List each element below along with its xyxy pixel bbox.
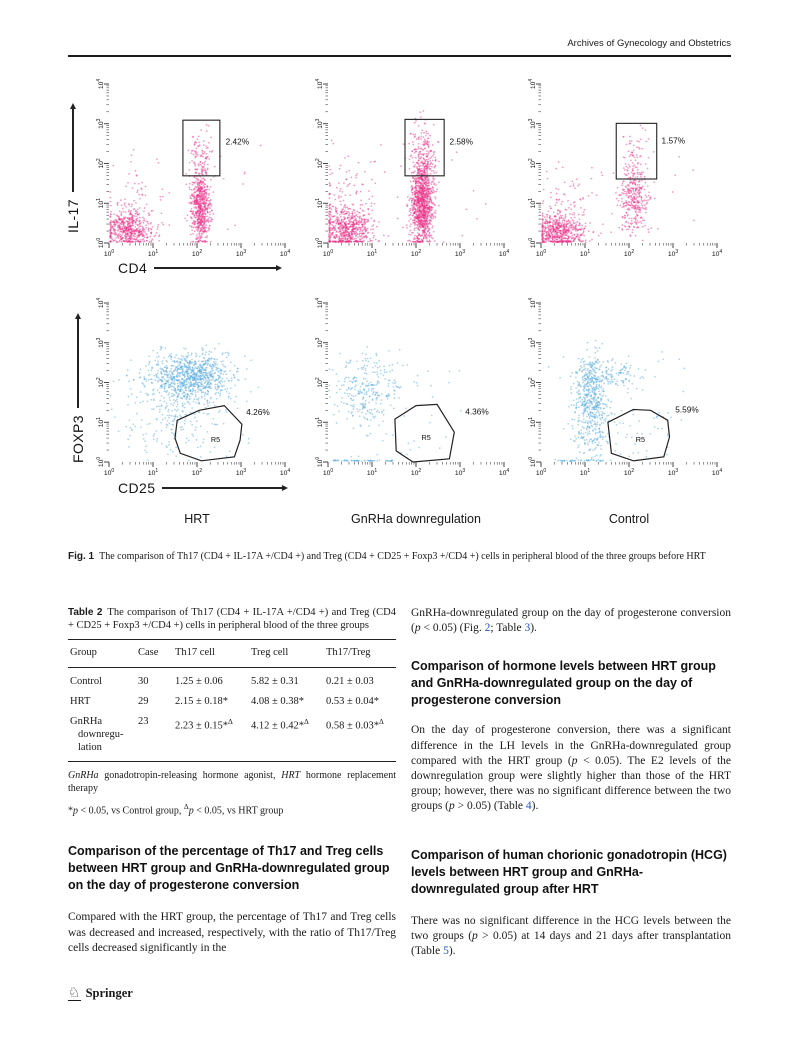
x-tick-label: $10^4$	[711, 468, 723, 477]
table-2	[68, 639, 396, 762]
arrow-shaft	[162, 487, 282, 488]
table-footnote-abbreviations: GnRHa gonadotropin-releasing hormone agonist, HRT hormone replacement therapy	[68, 770, 397, 794]
x-tick-label: $10^3$	[235, 468, 247, 477]
y-tick-label	[528, 337, 537, 348]
x-tick-label: $10^1$	[579, 468, 591, 477]
y-tick-label	[528, 238, 537, 249]
svg-text:104: $10^4$	[96, 297, 105, 309]
y-tick-label	[315, 198, 324, 209]
y-tick-label	[528, 417, 537, 428]
y-tick-label	[528, 198, 537, 209]
x-tick-label: $10^3$	[667, 468, 679, 477]
scatter-dots	[110, 343, 260, 462]
gate-percentage-label: 4.26%	[246, 407, 270, 418]
svg-text:101: $10^1$	[96, 417, 105, 428]
table-header-cell: Case	[138, 647, 159, 658]
y-tick-label	[528, 377, 537, 388]
y-tick-label	[315, 158, 324, 169]
table-header-cell: Th17/Treg	[326, 647, 371, 658]
axis-label-text: CD4	[118, 260, 148, 276]
y-axis-label-foxp3	[68, 313, 88, 463]
italic-text: HRT	[281, 770, 301, 781]
cell-case: 23	[138, 716, 149, 727]
table-header-cell: Th17 cell	[175, 647, 215, 658]
flow-plot-hrt-th17	[75, 74, 295, 271]
publisher-logo	[68, 986, 133, 1001]
group-label-control: Control	[608, 512, 650, 526]
header-rule	[68, 55, 731, 57]
body-paragraph: There was no significant difference in the HCG levels between the two groups (p > 0.05) at 14 days and 21 days after transplantation (Table 5).	[411, 914, 731, 958]
x-tick-label: $10^0$	[322, 249, 334, 258]
svg-text:101: $10^1$	[315, 198, 324, 209]
x-tick-label: $10^4$	[711, 249, 723, 258]
x-tick-label: $10^0$	[103, 468, 115, 477]
x-tick-label: $10^0$	[322, 468, 334, 477]
cell-case: 29	[138, 696, 149, 707]
body-paragraph: Compared with the HRT group, the percentage of Th17 and Treg cells was decreased and increased, respectively, with the ratio of Th17/Treg cells decreased significantly in the	[68, 911, 396, 954]
gate-name-label: R5	[421, 433, 431, 443]
arrow-shaft	[154, 267, 276, 268]
svg-text:100: $10^0$	[96, 456, 105, 468]
table-caption-tag: Table 2	[68, 607, 103, 618]
y-tick-label	[96, 417, 105, 428]
x-axis-label-cd4	[118, 260, 282, 276]
svg-text:102: $10^2$	[96, 158, 105, 169]
table-footnote-significance: *p < 0.05, vs Control group, $^\Delta$p < 0.05, vs HRT group	[68, 802, 284, 817]
y-tick-label	[96, 118, 105, 129]
x-tick-label: $10^0$	[103, 249, 115, 258]
x-tick-label: $10^2$	[191, 468, 203, 477]
italic-text: p	[571, 754, 578, 767]
y-tick-label	[315, 337, 324, 348]
figure-caption	[68, 551, 731, 564]
citation-link[interactable]: 5	[443, 945, 449, 958]
svg-text:100: $10^0$	[315, 237, 324, 249]
scatter-dots	[548, 340, 685, 462]
y-tick-label	[96, 238, 105, 249]
svg-text:104: $10^4$	[96, 78, 105, 90]
table-body	[68, 668, 396, 761]
y-tick-label	[96, 79, 105, 90]
gate-name-label: R5	[210, 435, 221, 445]
gate-percentage-label: 2.42%	[225, 136, 250, 147]
cell-ratio: 0.21 ± 0.03	[326, 676, 374, 687]
cell-group: Control	[70, 676, 103, 687]
flow-plot-control-th17	[507, 74, 727, 271]
svg-text:101: $10^1$	[96, 198, 105, 209]
arrow-head-icon	[276, 265, 282, 271]
axis-ticks	[323, 303, 504, 467]
body-paragraph: On the day of progesterone conversion, there was a significant difference in the LH levels in the GnRHa-downregulated group compared with the HRT group (p < 0.05). The E2 levels of the downregulation group were slightly higher than those of the HRT group; however, there was no significant difference between the two groups (p > 0.05) (Table 4).	[411, 724, 732, 813]
right-column	[411, 606, 731, 959]
italic-text: p	[188, 805, 194, 817]
svg-text:103: $10^3$	[315, 118, 324, 129]
publisher-name: Springer	[85, 986, 133, 1000]
x-tick-label: $10^1$	[579, 249, 591, 258]
x-tick-label: $10^1$	[147, 468, 159, 477]
scatter-dots	[328, 110, 487, 243]
citation-link[interactable]: 4	[525, 800, 532, 813]
axis-label-text: IL-17	[65, 199, 81, 233]
y-tick-label	[528, 158, 537, 169]
svg-text:103: $10^3$	[96, 337, 105, 348]
x-axis-label-cd25	[118, 480, 288, 496]
flow-plot-control-treg	[507, 293, 727, 490]
x-tick-label: $10^4$	[498, 468, 510, 477]
y-tick-label	[528, 118, 537, 129]
cell-treg: 5.82 ± 0.31	[251, 676, 299, 687]
gate-rect	[616, 123, 656, 179]
cell-treg: 4.08 ± 0.38*	[251, 696, 305, 707]
section-heading-th17-treg: Comparison of the percentage of Th17 and Treg cells between HRT group and GnRHa-downregulated group on the day of progesterone conversion	[68, 844, 390, 893]
y-tick-label	[315, 238, 324, 249]
flow-plot-gnrha-downregulation-th17	[294, 74, 514, 271]
y-tick-label	[315, 118, 324, 129]
cell-group: GnRHa downregu- lation	[70, 716, 124, 753]
superscript: Δ	[183, 802, 189, 811]
arrow-head-icon	[282, 485, 288, 491]
y-tick-label	[96, 198, 105, 209]
gate-percentage-label: 2.58%	[449, 136, 473, 147]
y-tick-label	[96, 298, 105, 309]
table-header-row	[68, 640, 396, 668]
table-header-cell: Treg cell	[251, 647, 289, 658]
x-tick-label: $10^3$	[454, 468, 466, 477]
citation-link[interactable]: 2	[484, 622, 491, 635]
arrow-head-icon	[75, 313, 81, 319]
figure-caption-tag: Fig. 1	[68, 551, 95, 562]
cell-th17: 2.23 ± 0.15*$^\Delta$	[175, 717, 233, 732]
cell-group: HRT	[70, 696, 91, 707]
y-tick-label	[315, 417, 324, 428]
section-heading-hcg-levels: Comparison of human chorionic gonadotropin (HCG) levels between HRT group and GnRHa-downregulated group after HRT	[411, 847, 727, 896]
y-tick-label	[96, 457, 105, 468]
y-tick-label	[315, 298, 324, 309]
x-tick-label: $10^3$	[454, 249, 466, 258]
left-column	[68, 606, 396, 956]
cell-th17: 1.25 ± 0.06	[175, 676, 223, 687]
table-row	[68, 695, 396, 708]
cell-ratio: 0.58 ± 0.03*$^\Delta$	[326, 717, 384, 732]
table-caption-text: The comparison of Th17 (CD4 + IL-17A +/CD4 +) and Treg (CD4 + CD25 + Foxp3 +/CD4 +) cells in peripheral blood of the three groups	[68, 607, 397, 631]
x-tick-label: $10^0$	[535, 468, 547, 477]
y-tick-label	[96, 158, 105, 169]
figure-caption-text: The comparison of Th17 (CD4 + IL-17A +/CD4 +) and Treg (CD4 + CD25 + Foxp3 +/CD4 +) cells in peripheral blood of the three groups before HRT	[99, 551, 706, 562]
y-tick-label	[96, 337, 105, 348]
svg-text:101: $10^1$	[528, 198, 537, 209]
table-header-cell: Group	[70, 647, 97, 658]
svg-text:103: $10^3$	[96, 118, 105, 129]
svg-text:103: $10^3$	[528, 118, 537, 129]
svg-text:102: $10^2$	[315, 158, 324, 169]
cell-th17: 2.15 ± 0.18*	[175, 696, 229, 707]
x-tick-label: $10^1$	[147, 249, 159, 258]
table-row	[68, 715, 396, 754]
citation-link[interactable]: 3	[524, 622, 531, 635]
italic-text: p	[472, 929, 478, 942]
svg-text:100: $10^0$	[528, 237, 537, 249]
x-tick-label: $10^2$	[410, 468, 422, 477]
body-paragraph: GnRHa-downregulated group on the day of progesterone conversion (p < 0.05) (Fig. 2; Table 3).	[411, 607, 731, 635]
section-heading-hormone-levels: Comparison of hormone levels between HRT group and GnRHa-downregulated group on the day of progesterone conversion	[411, 659, 716, 708]
svg-text:102: $10^2$	[528, 158, 537, 169]
y-axis-label-il17	[63, 103, 83, 233]
x-tick-label: $10^2$	[191, 249, 203, 258]
x-tick-label: $10^4$	[279, 249, 291, 258]
scatter-dots	[328, 346, 462, 462]
y-tick-label	[528, 79, 537, 90]
gate-percentage-label: 5.59%	[675, 404, 699, 415]
table-caption	[68, 606, 396, 632]
y-tick-label	[315, 377, 324, 388]
x-tick-label: $10^1$	[366, 468, 378, 477]
journal-name: Archives of Gynecology and Obstetrics	[567, 38, 731, 49]
x-tick-label: $10^4$	[498, 249, 510, 258]
gate-name-label: R5	[635, 435, 646, 445]
table-row	[68, 675, 396, 688]
x-tick-label: $10^2$	[410, 249, 422, 258]
group-label-hrt: HRT	[184, 512, 210, 526]
y-tick-label	[528, 457, 537, 468]
axis-label-text: FOXP3	[70, 415, 86, 463]
x-tick-label: $10^2$	[623, 468, 635, 477]
italic-text: p	[73, 805, 78, 817]
arrow-head-icon	[70, 103, 76, 109]
svg-text:100: $10^0$	[96, 237, 105, 249]
arrow-shaft	[77, 319, 78, 408]
group-label-gnrha: GnRHa downregulation	[351, 512, 481, 526]
y-tick-label	[96, 377, 105, 388]
y-tick-label	[528, 298, 537, 309]
flow-plot-gnrha-downregulation-treg	[294, 293, 514, 490]
x-tick-label: $10^4$	[279, 468, 291, 477]
cell-ratio: 0.53 ± 0.04*	[326, 696, 380, 707]
x-tick-label: $10^0$	[535, 249, 547, 258]
axis-ticks	[536, 303, 717, 467]
springer-horse-icon: ♘	[68, 985, 81, 1001]
svg-text:104: $10^4$	[315, 78, 324, 90]
gate-percentage-label: 4.36%	[465, 406, 489, 417]
x-tick-label: $10^3$	[667, 249, 679, 258]
arrow-shaft	[72, 109, 73, 192]
italic-text: p	[449, 800, 455, 813]
italic-text: p	[414, 622, 421, 635]
svg-text:102: $10^2$	[96, 377, 105, 388]
y-tick-label	[315, 457, 324, 468]
x-tick-label: $10^1$	[366, 249, 378, 258]
svg-text:104: $10^4$	[528, 78, 537, 90]
cell-case: 30	[138, 676, 149, 687]
x-tick-label: $10^2$	[623, 249, 635, 258]
italic-text: GnRHa	[68, 770, 99, 781]
axis-label-text: CD25	[118, 480, 156, 496]
cell-treg: 4.12 ± 0.42*$^\Delta$	[251, 717, 309, 732]
y-tick-label	[315, 79, 324, 90]
gate-rect	[183, 120, 220, 176]
x-tick-label: $10^3$	[235, 249, 247, 258]
gate-percentage-label: 1.57%	[661, 135, 686, 146]
flow-plot-hrt-treg	[75, 293, 295, 490]
